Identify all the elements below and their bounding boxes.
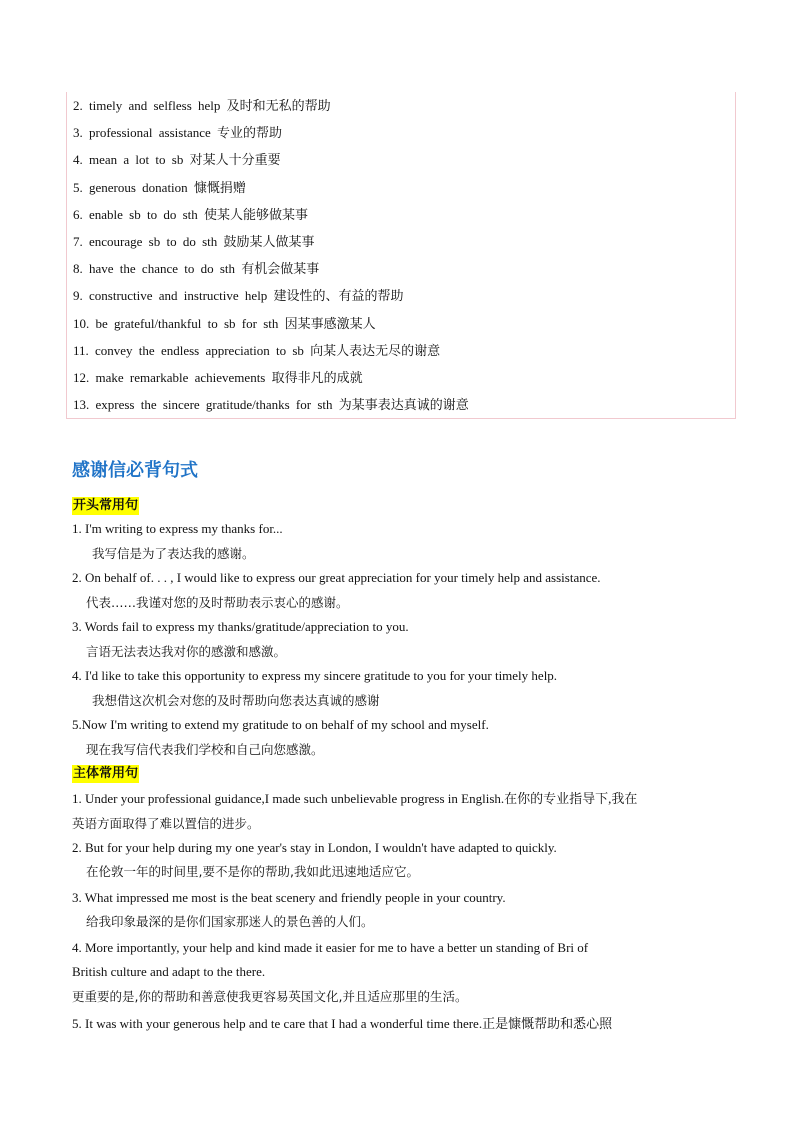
phrase-item: 9. constructive and instructive help 建设性的、有益的帮助 bbox=[73, 288, 404, 304]
phrase-item: 7. encourage sb to do sth 鼓励某人做某事 bbox=[73, 233, 315, 249]
opening-translation: 现在我写信代表我们学校和自己向您感激。 bbox=[86, 742, 324, 757]
opening-line: 5.Now I'm writing to extend my gratitude to on behalf of my school and myself. bbox=[72, 717, 489, 732]
body-line: 3. What impressed me most is the beat scenery and friendly people in your country. bbox=[72, 890, 506, 905]
body-line: British culture and adapt to the there. bbox=[72, 964, 266, 979]
opening-line: 2. On behalf of. . . , I would like to express our great appreciation for your timely help and assistance. bbox=[72, 570, 601, 585]
opening-line: 3. Words fail to express my thanks/gratitude/appreciation to you. bbox=[72, 619, 409, 634]
opening-line: 1. I'm writing to express my thanks for... bbox=[72, 521, 283, 536]
opening-line: 4. I'd like to take this opportunity to express my sincere gratitude to you for your timely help. bbox=[72, 668, 558, 683]
phrase-item: 2. timely and selfless help 及时和无私的帮助 bbox=[73, 98, 331, 113]
phrase-item: 8. have the chance to do sth 有机会做某事 bbox=[73, 261, 320, 277]
body-translation: 更重要的是,你的帮助和善意使我更容易英国文化,并且适应那里的生活。 bbox=[72, 989, 468, 1004]
phrase-item: 5. generous donation 慷慨捐赠 bbox=[73, 179, 246, 195]
phrase-item: 3. professional assistance 专业的帮助 bbox=[73, 125, 283, 141]
opening-translation: 代表……我谨对您的及时帮助表示衷心的感谢。 bbox=[86, 595, 349, 610]
phrase-item: 10. be grateful/thankful to sb for sth 因某事感激某人 bbox=[73, 315, 376, 331]
phrase-item: 11. convey the endless appreciation to sb 向某人表达无尽的谢意 bbox=[73, 342, 441, 358]
body-translation: 在伦敦一年的时间里,要不是你的帮助,我如此迅速地适应它。 bbox=[86, 864, 419, 879]
opening-translation: 我写信是为了表达我的感谢。 bbox=[92, 546, 255, 561]
body-translation: 给我印象最深的是你们国家那迷人的景色善的人们。 bbox=[86, 914, 374, 929]
phrase-list bbox=[66, 92, 736, 419]
body-heading: 主体常用句 bbox=[73, 766, 139, 781]
section-title: 感谢信必背句式 bbox=[72, 460, 198, 481]
body-line: 5. It was with your generous help and te care that I had a wonderful time there.正是慷慨帮助和悉心照 bbox=[72, 1016, 613, 1031]
body-line: 2. But for your help during my one year's stay in London, I wouldn't have adapted to quickly. bbox=[72, 840, 557, 855]
phrase-item: 12. make remarkable achievements 取得非凡的成就 bbox=[73, 369, 363, 385]
opening-translation: 我想借这次机会对您的及时帮助向您表达真诚的感谢 bbox=[92, 693, 380, 708]
body-line: 1. Under your professional guidance,I made such unbelievable progress in English.在你的专业指导下,我在 bbox=[72, 791, 638, 806]
body-translation: 英语方面取得了难以置信的进步。 bbox=[72, 816, 260, 831]
opening-translation: 言语无法表达我对你的感激和感激。 bbox=[86, 644, 287, 659]
opening-heading: 开头常用句 bbox=[73, 498, 139, 513]
phrase-item: 13. express the sincere gratitude/thanks for sth 为某事表达真诚的谢意 bbox=[73, 397, 469, 413]
body-line: 4. More importantly, your help and kind made it easier for me to have a better un standing of Bri of bbox=[72, 940, 589, 955]
phrase-item: 6. enable sb to do sth 使某人能够做某事 bbox=[73, 206, 309, 222]
phrase-item: 4. mean a lot to sb 对某人十分重要 bbox=[73, 152, 281, 168]
